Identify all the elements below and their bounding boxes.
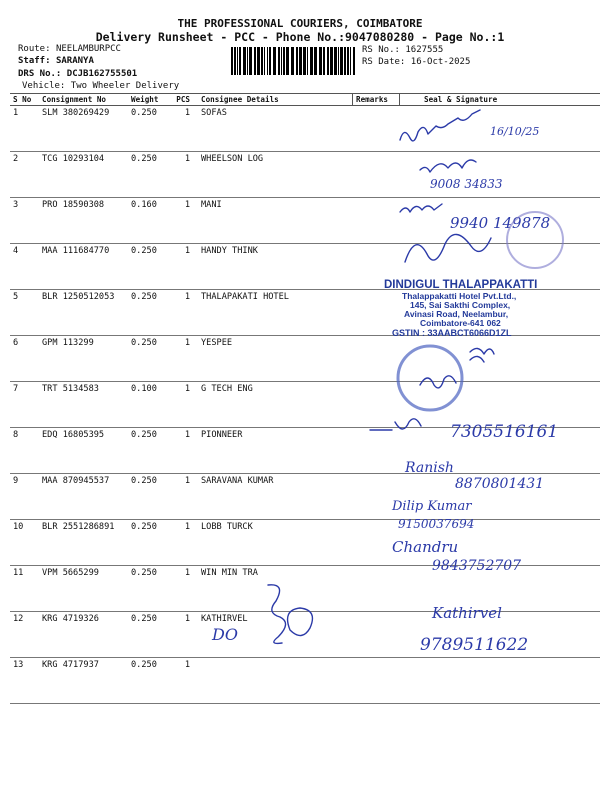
- cell-consignment: MAA 111684770: [39, 244, 128, 290]
- col-signature: Seal & Signature: [400, 94, 600, 106]
- row-8-phone: 7305516161: [450, 422, 559, 442]
- drs-label: DRS No.:: [18, 69, 62, 79]
- row-10-phone: 9150037694: [398, 517, 475, 531]
- route-value: NEELAMBURPCC: [55, 44, 121, 54]
- cell-consignee: HANDY THINK: [193, 244, 353, 290]
- row-1-date: 16/10/25: [490, 125, 540, 138]
- cell-sno: 1: [10, 106, 39, 152]
- row-9-name: Ranish: [405, 460, 454, 476]
- cell-pcs: 1: [170, 152, 193, 198]
- cell-pcs: 1: [170, 520, 193, 566]
- cell-weight: 0.250: [128, 612, 170, 658]
- cell-weight: 0.100: [128, 382, 170, 428]
- cell-weight: 0.250: [128, 566, 170, 612]
- cell-pcs: 1: [170, 198, 193, 244]
- cell-consignee: YESPEE: [193, 336, 353, 382]
- row-11-phone: 9843752707: [432, 558, 522, 574]
- rs-no-value: 1627555: [405, 45, 444, 55]
- scribble-row-13: [268, 585, 312, 644]
- cell-consignee: LOBB TURCK: [193, 520, 353, 566]
- signature-row-8: [370, 419, 421, 430]
- cell-consignment: BLR 1250512053: [39, 290, 128, 336]
- cell-pcs: 1: [170, 474, 193, 520]
- col-pcs: PCS: [170, 94, 193, 106]
- signature-row-1: [400, 110, 480, 141]
- cell-consignee: THALAPAKATI HOTEL: [193, 290, 353, 336]
- vehicle-label: Vehicle:: [22, 81, 66, 91]
- col-consignment: Consignment No: [39, 94, 128, 106]
- cell-consignment: TCG 10293104: [39, 152, 128, 198]
- row-2-phone: 9008 34833: [430, 177, 503, 191]
- cell-consignee: KATHIRVEL: [193, 612, 353, 658]
- rs-date-value: 16-Oct-2025: [410, 57, 471, 67]
- cell-sno: 9: [10, 474, 39, 520]
- cell-weight: 0.250: [128, 474, 170, 520]
- row-10-name: Dilip Kumar: [392, 499, 472, 514]
- signature-row-7: [420, 356, 484, 387]
- stamp-line-2: Thalappakatti Hotel Pvt.Ltd.,: [402, 291, 517, 301]
- cell-sno: 10: [10, 520, 39, 566]
- cell-consignee: SARAVANA KUMAR: [193, 474, 353, 520]
- rs-no-label: RS No.:: [362, 45, 400, 55]
- cell-sno: 7: [10, 382, 39, 428]
- row-13-do: DO: [212, 625, 238, 644]
- cell-consignee: WHEELSON LOG: [193, 152, 353, 198]
- col-consignee: Consignee Details: [193, 94, 353, 106]
- col-remarks: Remarks: [353, 94, 400, 106]
- col-weight: Weight: [128, 94, 170, 106]
- cell-weight: 0.250: [128, 290, 170, 336]
- runsheet-subtitle: Delivery Runsheet - PCC - Phone No.:9047080280 - Page No.:1: [95, 30, 505, 44]
- staff-label: Staff:: [18, 56, 51, 66]
- cell-pcs: 1: [170, 612, 193, 658]
- row-9-phone: 8870801431: [455, 476, 545, 492]
- cell-consignment: BLR 2551286891: [39, 520, 128, 566]
- cell-consignment: KRG 4719326: [39, 612, 128, 658]
- drs-value: DCJB162755501: [66, 69, 138, 79]
- cell-pcs: 1: [170, 658, 193, 704]
- cell-consignment: EDQ 16805395: [39, 428, 128, 474]
- signature-row-2: [420, 160, 476, 172]
- row-11-name: Chandru: [392, 538, 459, 556]
- cell-consignment: TRT 5134583: [39, 382, 128, 428]
- cell-pcs: 1: [170, 106, 193, 152]
- cell-pcs: 1: [170, 244, 193, 290]
- stamp-line-4: Avinasi Road, Neelambur,: [404, 309, 509, 319]
- cell-sno: 13: [10, 658, 39, 704]
- stamp-line-1: DINDIGUL THALAPPAKATTI: [384, 279, 538, 291]
- cell-pcs: 1: [170, 382, 193, 428]
- signature-row-3: [400, 204, 442, 212]
- cell-consignment: VPM 5665299: [39, 566, 128, 612]
- cell-weight: 0.160: [128, 198, 170, 244]
- cell-consignment: GPM 113299: [39, 336, 128, 382]
- cell-sno: 2: [10, 152, 39, 198]
- company-title: THE PROFESSIONAL COURIERS, COIMBATORE: [177, 17, 423, 30]
- row-13-name: Kathirvel: [432, 604, 502, 622]
- cell-weight: 0.250: [128, 106, 170, 152]
- cell-consignment: KRG 4717937: [39, 658, 128, 704]
- col-sno: S No: [10, 94, 39, 106]
- cell-sno: 11: [10, 566, 39, 612]
- cell-consignee: MANI: [193, 198, 353, 244]
- cell-consignee: SOFAS: [193, 106, 353, 152]
- cell-consignee: WIN MIN TRA: [193, 566, 353, 612]
- cell-pcs: 1: [170, 566, 193, 612]
- cell-sno: 8: [10, 428, 39, 474]
- cell-consignee: G TECH ENG: [193, 382, 353, 428]
- stamp-line-3: 145, Sai Sakthi Complex,: [410, 300, 511, 310]
- row-13-phone: 9789511622: [420, 635, 529, 655]
- cell-consignment: MAA 870945537: [39, 474, 128, 520]
- cell-weight: 0.250: [128, 336, 170, 382]
- cell-weight: 0.250: [128, 520, 170, 566]
- stamp-line-5: Coimbatore-641 062: [420, 318, 501, 328]
- cell-sno: 3: [10, 198, 39, 244]
- cell-pcs: 1: [170, 428, 193, 474]
- stamp-line-6: GSTIN : 33AABCT6066D1ZL: [392, 328, 512, 338]
- cell-weight: 0.250: [128, 658, 170, 704]
- signature-row-4: [405, 234, 491, 262]
- rs-date-label: RS Date:: [362, 57, 406, 67]
- cell-sno: 12: [10, 612, 39, 658]
- cell-consignment: SLM 380269429: [39, 106, 128, 152]
- cell-pcs: 1: [170, 290, 193, 336]
- cell-sno: 5: [10, 290, 39, 336]
- route-label: Route:: [18, 44, 51, 54]
- cell-weight: 0.250: [128, 428, 170, 474]
- signature-row-6: [470, 348, 494, 354]
- cell-consignment: PRO 18590308: [39, 198, 128, 244]
- vehicle-value: Two Wheeler Delivery: [70, 81, 180, 91]
- staff-value: SARANYA: [55, 56, 94, 66]
- cell-weight: 0.250: [128, 244, 170, 290]
- cell-consignee: PIONNEER: [193, 428, 353, 474]
- cell-pcs: 1: [170, 336, 193, 382]
- row-3-phone: 9940 149878: [450, 214, 551, 232]
- cell-weight: 0.250: [128, 152, 170, 198]
- cell-sno: 4: [10, 244, 39, 290]
- cell-sno: 6: [10, 336, 39, 382]
